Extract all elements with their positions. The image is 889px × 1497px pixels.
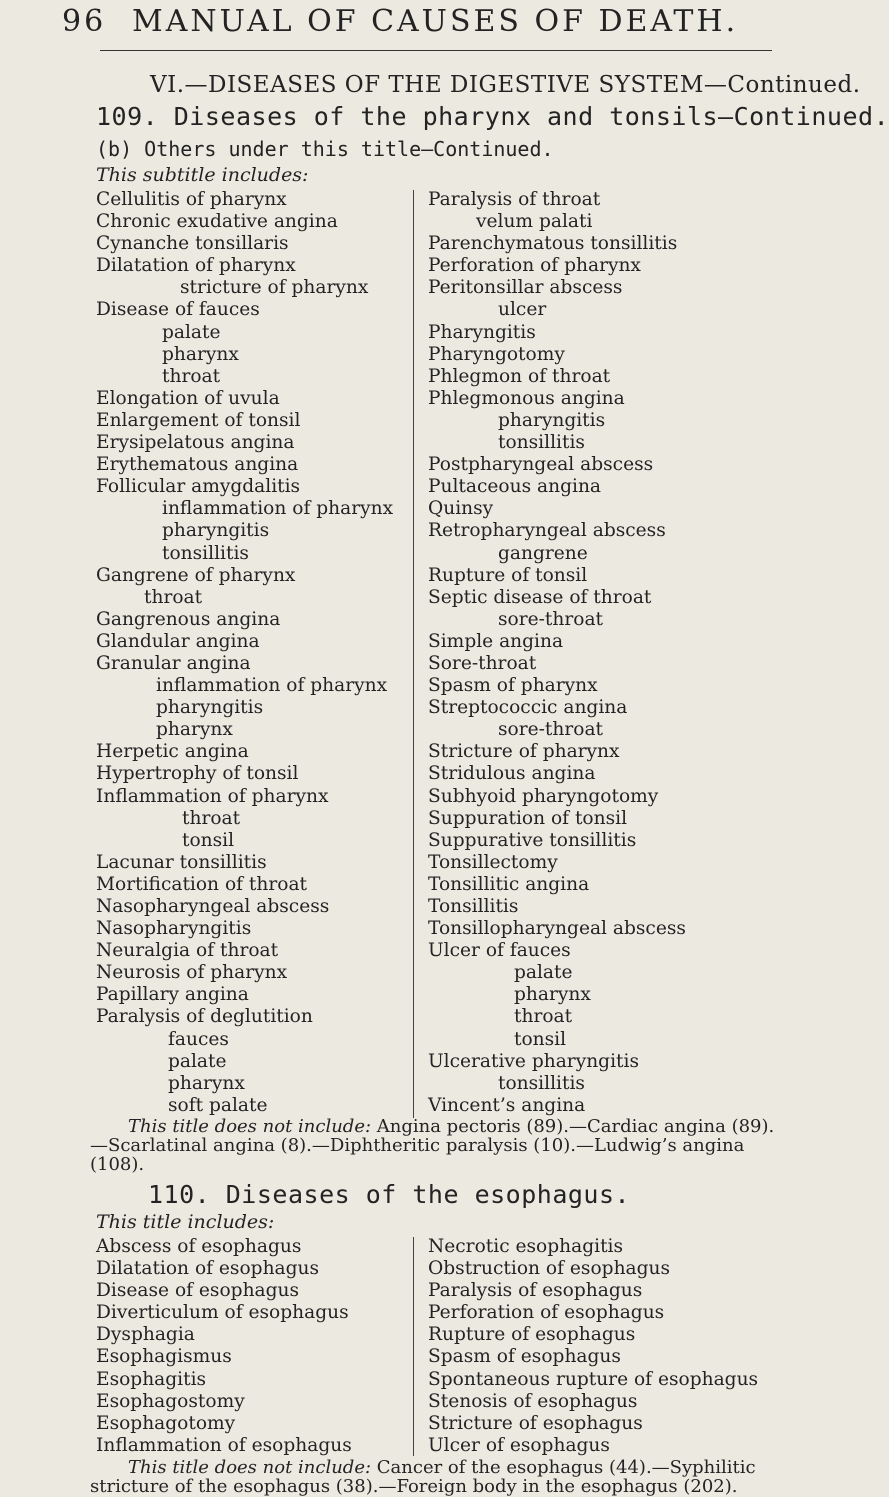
index-entry: Nasopharyngitis: [96, 918, 252, 940]
index-entry: Lacunar tonsillitis: [96, 851, 267, 873]
index-entry: Simple angina: [428, 630, 564, 652]
index-entry: Dilatation of pharynx: [96, 255, 296, 277]
exclusion-label: This title does not include:: [128, 1116, 372, 1137]
index-entry: Parenchymatous tonsillitis: [428, 233, 678, 255]
index-subentry: pharynx: [514, 984, 591, 1006]
index-entry: Perforation of pharynx: [428, 255, 641, 277]
index-entry: Stridulous angina: [428, 763, 596, 785]
index-entry: Phlegmonous angina: [428, 387, 625, 409]
index-entry: Septic disease of throat: [428, 586, 652, 608]
section-109-left-column: [96, 189, 393, 1117]
index-entry: Follicular amygdalitis: [96, 476, 301, 498]
index-subentry: stricture of pharynx: [180, 277, 369, 299]
index-entry: Stenosis of esophagus: [428, 1390, 638, 1412]
index-entry: Elongation of uvula: [96, 387, 280, 409]
index-entry: Cynanche tonsillaris: [96, 233, 289, 255]
index-subentry: gangrene: [498, 542, 588, 564]
index-entry: Perforation of esophagus: [428, 1302, 665, 1324]
index-entry: Gangrenous angina: [96, 608, 281, 630]
index-subentry: palate: [162, 321, 221, 343]
index-entry: Paralysis of throat: [428, 189, 601, 210]
section-110-right-column: [428, 1236, 758, 1457]
index-entry: Herpetic angina: [96, 741, 249, 763]
index-entry: Retropharyngeal abscess: [428, 520, 666, 542]
section-110-includes-label: This title includes:: [96, 1211, 275, 1233]
index-subentry: velum palati: [476, 211, 593, 233]
index-entry: Obstruction of esophagus: [428, 1258, 671, 1280]
index-entry: Mortification of throat: [96, 873, 308, 895]
index-entry: Disease of esophagus: [96, 1280, 300, 1302]
book-title: MANUAL OF CAUSES OF DEATH.: [132, 4, 739, 39]
index-entry: Stricture of pharynx: [428, 741, 620, 763]
index-subentry: tonsillitis: [498, 432, 585, 454]
index-subentry: pharynx: [168, 1072, 245, 1094]
index-subentry: inflammation of pharynx: [156, 675, 388, 697]
section-110-exclusion-note: [90, 1458, 790, 1496]
index-entry: Gangrene of pharynx: [96, 564, 296, 586]
section-110-heading: 110. Diseases of the esophagus.: [148, 1180, 631, 1209]
index-entry: Tonsillopharyngeal abscess: [428, 918, 686, 940]
column-divider: [413, 1237, 414, 1456]
section-110-left-column: [96, 1236, 352, 1457]
index-entry: Granular angina: [96, 652, 251, 674]
index-entry: Disease of fauces: [96, 299, 260, 321]
index-subentry: throat: [182, 807, 241, 829]
index-subentry: pharyngitis: [156, 697, 264, 719]
index-subentry: throat: [514, 1006, 573, 1028]
index-entry: Spasm of esophagus: [428, 1346, 621, 1368]
index-entry: Tonsillectomy: [428, 851, 558, 873]
index-entry: Dysphagia: [96, 1324, 195, 1346]
index-entry: Pharyngitis: [428, 321, 536, 343]
index-entry: Necrotic esophagitis: [428, 1236, 624, 1257]
index-entry: Streptococcic angina: [428, 697, 628, 719]
index-entry: Pultaceous angina: [428, 476, 601, 498]
running-head: [62, 4, 782, 39]
index-entry: Esophagismus: [96, 1346, 232, 1368]
index-entry: Tonsillitis: [428, 896, 519, 917]
section-109-exclusion-note: [90, 1117, 790, 1174]
exclusion-label: This title does not include:: [128, 1457, 372, 1478]
header-rule: [100, 50, 772, 51]
index-entry: Spasm of pharynx: [428, 675, 598, 697]
index-entry: Inflammation of pharynx: [96, 785, 329, 807]
index-subentry: tonsil: [514, 1028, 567, 1050]
index-subentry: soft palate: [168, 1094, 268, 1116]
index-entry: Postpharyngeal abscess: [428, 454, 654, 476]
index-subentry: sore-throat: [498, 608, 603, 630]
index-entry: Quinsy: [428, 498, 494, 520]
index-entry: Cellulitis of pharynx: [96, 189, 287, 210]
index-entry: Peritonsillar abscess: [428, 277, 623, 299]
index-entry: Ulcerative pharyngitis: [428, 1050, 639, 1072]
index-subentry: throat: [144, 586, 203, 608]
index-subentry: pharynx: [162, 343, 239, 365]
index-entry: Abscess of esophagus: [96, 1236, 302, 1257]
index-subentry: fauces: [168, 1028, 229, 1050]
index-entry: Erysipelatous angina: [96, 432, 295, 454]
exclusion-text: Cancer of the esophagus (44).—Syphilitic stricture of the esophagus (38).—Foreign body in the esophagus (202).: [90, 1457, 756, 1497]
index-subentry: pharyngitis: [162, 520, 270, 542]
index-entry: Sore-throat: [428, 652, 537, 674]
index-subentry: tonsillitis: [162, 542, 249, 564]
index-entry: Enlargement of tonsil: [96, 409, 301, 431]
index-subentry: ulcer: [498, 299, 547, 321]
index-entry: Esophagostomy: [96, 1390, 245, 1412]
index-entry: Ulcer of fauces: [428, 940, 571, 962]
index-entry: Neurosis of pharynx: [96, 962, 288, 984]
index-entry: Suppuration of tonsil: [428, 807, 628, 829]
index-entry: Vincent’s angina: [428, 1094, 586, 1116]
index-subentry: pharyngitis: [498, 409, 606, 431]
index-entry: Spontaneous rupture of esophagus: [428, 1368, 759, 1390]
page-number: 96: [62, 4, 107, 39]
index-entry: Esophagotomy: [96, 1412, 236, 1434]
index-subentry: palate: [514, 962, 573, 984]
index-entry: Subhyoid pharyngotomy: [428, 785, 659, 807]
index-entry: Paralysis of deglutition: [96, 1006, 313, 1028]
section-109-heading: 109. Diseases of the pharynx and tonsils—Continued.: [96, 102, 889, 131]
index-entry: Stricture of esophagus: [428, 1412, 643, 1434]
index-entry: Paralysis of esophagus: [428, 1280, 643, 1302]
index-entry: Dilatation of esophagus: [96, 1258, 320, 1280]
index-entry: Chronic exudative angina: [96, 211, 338, 233]
index-entry: Tonsillitic angina: [428, 873, 590, 895]
index-entry: Diverticulum of esophagus: [96, 1302, 349, 1324]
index-entry: Erythematous angina: [96, 454, 299, 476]
index-subentry: inflammation of pharynx: [162, 498, 394, 520]
index-entry: Suppurative tonsillitis: [428, 829, 637, 851]
division-heading: VI.—DISEASES OF THE DIGESTIVE SYSTEM—Continued.: [150, 72, 861, 98]
section-109-subheading: (b) Others under this title—Continued.: [96, 137, 554, 161]
section-109-right-column: [428, 189, 686, 1117]
index-subentry: pharynx: [156, 719, 233, 741]
index-entry: Nasopharyngeal abscess: [96, 896, 330, 917]
exclusion-text: Angina pectoris (89).—Cardiac angina (89).—Scarlatinal angina (8).—Diphtheritic paralysis (10).—Ludwig’s angina (108).: [90, 1116, 775, 1175]
index-entry: Glandular angina: [96, 630, 260, 652]
index-entry: Neuralgia of throat: [96, 940, 279, 962]
index-subentry: tonsillitis: [498, 1072, 585, 1094]
section-109-includes-label: This subtitle includes:: [96, 164, 309, 186]
index-entry: Inflammation of esophagus: [96, 1434, 352, 1456]
index-subentry: palate: [168, 1050, 227, 1072]
index-entry: Pharyngotomy: [428, 343, 565, 365]
index-entry: Rupture of esophagus: [428, 1324, 636, 1346]
index-subentry: tonsil: [182, 829, 235, 851]
index-entry: Phlegmon of throat: [428, 365, 611, 387]
index-entry: Esophagitis: [96, 1368, 207, 1390]
index-entry: Hypertrophy of tonsil: [96, 763, 299, 785]
index-subentry: throat: [162, 365, 221, 387]
index-subentry: sore-throat: [498, 719, 603, 741]
index-entry: Rupture of tonsil: [428, 564, 588, 586]
index-entry: Ulcer of esophagus: [428, 1434, 610, 1456]
index-entry: Papillary angina: [96, 984, 249, 1006]
column-divider: [413, 190, 414, 1118]
